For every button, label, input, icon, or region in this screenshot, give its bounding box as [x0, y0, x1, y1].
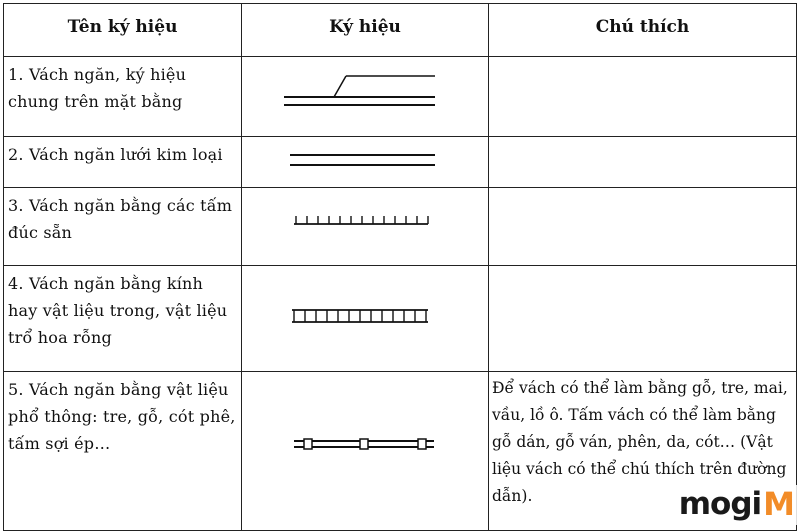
- symbol-cell: [242, 137, 489, 188]
- row-name: 1. Vách ngăn, ký hiệu chung trên mặt bằng: [4, 57, 242, 137]
- table-header-row: [4, 4, 797, 57]
- row-name: 5. Vách ngăn bằng vật liệu phổ thông: tre, gỗ, cót phê, tấm sợi ép…: [4, 372, 242, 531]
- header-name: Tên ký hiệu: [4, 4, 242, 57]
- row-note: Để vách có thể làm bằng gỗ, tre, mai, vầu, lồ ô. Tấm vách có thể làm bằng gỗ dán, gỗ ván, phên, da, cót… (Vật liệu vách có thể chú thích trên đường dẫn).: [489, 372, 797, 531]
- row-note: [489, 266, 797, 372]
- mogi-logo: [673, 485, 798, 525]
- symbol-table: [3, 3, 797, 531]
- row-note: [489, 137, 797, 188]
- row-name: 2. Vách ngăn lưới kim loại: [4, 137, 242, 188]
- precast-panel-partition-symbol: [242, 188, 489, 266]
- symbol-cell: [242, 372, 489, 531]
- symbol-cell: [242, 57, 489, 137]
- symbol-cell: [242, 188, 489, 266]
- metal-mesh-partition-symbol: [242, 137, 489, 188]
- symbol-cell: [242, 266, 489, 372]
- glass-partition-symbol: [242, 266, 489, 372]
- table-row: [4, 266, 797, 372]
- row-name: 3. Vách ngăn bằng các tấm đúc sẵn: [4, 188, 242, 266]
- row-note: [489, 188, 797, 266]
- table-row: [4, 57, 797, 137]
- common-material-partition-symbol: [242, 372, 489, 531]
- header-note: Chú thích: [489, 4, 797, 57]
- logo-mark-icon: M: [763, 485, 794, 523]
- table-row: [4, 137, 797, 188]
- row-name: 4. Vách ngăn bằng kính hay vật liệu trong, vật liệu trổ hoa rỗng: [4, 266, 242, 372]
- logo-text: mogi: [678, 486, 762, 522]
- table-row: [4, 188, 797, 266]
- header-symbol: Ký hiệu: [242, 4, 489, 57]
- row-note: [489, 57, 797, 137]
- general-partition-symbol: [242, 57, 489, 137]
